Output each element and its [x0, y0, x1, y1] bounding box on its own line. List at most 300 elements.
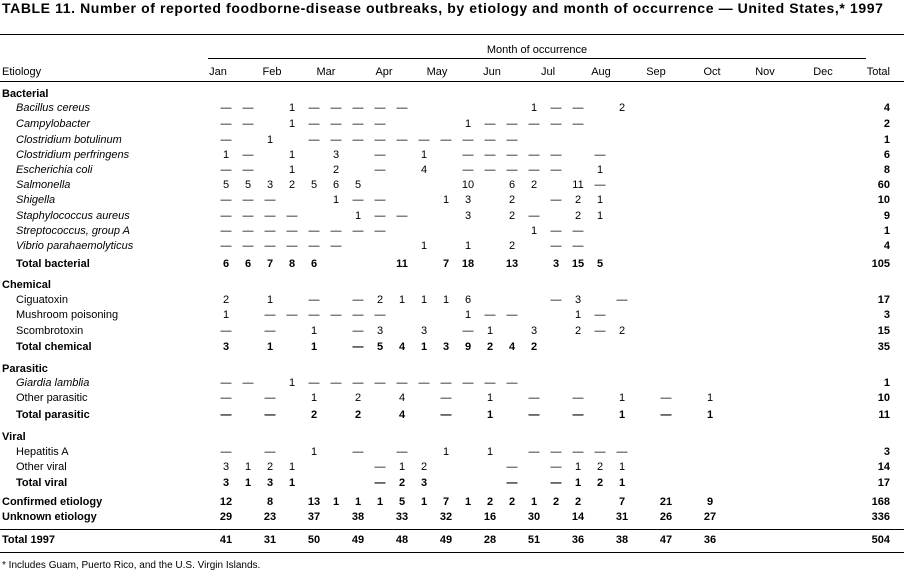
row-label: Staphylococcus aureus: [16, 210, 130, 222]
table-cell: 5: [222, 179, 230, 191]
table-cell: 6: [508, 179, 516, 191]
table-cell: 1: [596, 194, 604, 206]
row-label: Clostridium perfringens: [16, 149, 130, 161]
table-title: TABLE 11. Number of reported foodborne-disease outbreaks, by etiology and month of occurrence — United States,* 1997: [2, 0, 884, 16]
table-cell: —: [242, 240, 254, 252]
table-cell: —: [594, 149, 606, 161]
table-cell: —: [528, 118, 540, 130]
table-cell: 1: [288, 149, 296, 161]
table-cell: —: [330, 102, 342, 114]
row-total: 35: [877, 341, 890, 353]
table-cell: —: [374, 194, 386, 206]
table-cell: —: [352, 325, 364, 337]
table-cell: 2: [530, 179, 538, 191]
table-cell: —: [308, 102, 320, 114]
table-cell: —: [506, 309, 518, 321]
total-header: Total: [866, 66, 890, 78]
table-cell: 1: [266, 134, 274, 146]
table-cell: 1: [222, 309, 230, 321]
table-cell: 4: [420, 164, 428, 176]
table-cell: 1: [354, 496, 362, 508]
table-cell: 3: [464, 194, 472, 206]
table-cell: —: [550, 225, 562, 237]
table-cell: 36: [703, 534, 717, 546]
table-cell: 2: [354, 392, 362, 404]
row-label: Other viral: [16, 461, 67, 473]
table-cell: 1: [530, 225, 538, 237]
table-cell: 1: [376, 496, 384, 508]
table-cell: —: [308, 294, 320, 306]
header-rule: [0, 81, 904, 82]
table-cell: 15: [571, 258, 585, 270]
top-rule: [0, 34, 904, 35]
table-cell: 36: [571, 534, 585, 546]
table-cell: —: [594, 309, 606, 321]
table-cell: 3: [464, 210, 472, 222]
month-header: Apr: [375, 66, 393, 78]
table-cell: 3: [574, 294, 582, 306]
row-total: 10: [877, 194, 890, 206]
table-cell: —: [374, 149, 386, 161]
table-cell: —: [396, 210, 408, 222]
table-cell: —: [484, 377, 496, 389]
section-heading: Parasitic: [2, 363, 48, 375]
row-total: 60: [877, 179, 890, 191]
table-cell: —: [484, 134, 496, 146]
table-cell: 7: [442, 496, 450, 508]
table-cell: —: [440, 409, 452, 421]
table-cell: —: [462, 377, 474, 389]
table-cell: —: [572, 392, 584, 404]
table-cell: —: [242, 102, 254, 114]
table-cell: —: [550, 461, 562, 473]
table-cell: —: [352, 309, 364, 321]
table-cell: 11: [396, 258, 408, 270]
table-cell: 33: [395, 511, 409, 523]
row-total: 4: [883, 240, 890, 252]
table-cell: 3: [266, 477, 274, 489]
row-label: Total 1997: [2, 534, 55, 546]
table-cell: —: [572, 118, 584, 130]
table-cell: —: [506, 149, 518, 161]
table-cell: —: [528, 164, 540, 176]
table-cell: 1: [266, 294, 274, 306]
table-cell: —: [440, 134, 452, 146]
row-label: Shigella: [16, 194, 56, 206]
table-cell: —: [572, 240, 584, 252]
table-cell: 1: [442, 294, 450, 306]
table-cell: 6: [464, 294, 472, 306]
table-cell: —: [440, 392, 452, 404]
table-cell: —: [330, 240, 342, 252]
table-cell: —: [330, 225, 342, 237]
table-cell: 2: [376, 294, 384, 306]
month-header: Jul: [540, 66, 556, 78]
table-cell: 10: [461, 179, 475, 191]
table-cell: 1: [442, 446, 450, 458]
table-cell: —: [572, 102, 584, 114]
row-total: 1: [883, 377, 890, 389]
table-cell: 2: [508, 210, 516, 222]
table-cell: —: [374, 102, 386, 114]
table-cell: —: [220, 164, 232, 176]
table-cell: 1: [596, 210, 604, 222]
table-cell: 8: [288, 258, 296, 270]
table-cell: 47: [659, 534, 673, 546]
table-cell: —: [550, 194, 562, 206]
table-cell: —: [374, 461, 386, 473]
table-cell: 5: [244, 179, 252, 191]
table-cell: —: [550, 240, 562, 252]
row-label: Ciguatoxin: [16, 294, 68, 306]
table-cell: —: [264, 225, 276, 237]
table-cell: 2: [530, 341, 538, 353]
row-total: 4: [883, 102, 890, 114]
table-cell: —: [462, 164, 474, 176]
row-total: 2: [883, 118, 890, 130]
table-cell: 5: [596, 258, 604, 270]
table-cell: —: [506, 377, 518, 389]
table-cell: 1: [486, 392, 494, 404]
table-cell: —: [594, 179, 606, 191]
table-cell: 2: [508, 496, 516, 508]
table-cell: 31: [263, 534, 277, 546]
row-total: 9: [883, 210, 890, 222]
table-cell: —: [506, 164, 518, 176]
table-cell: —: [220, 377, 232, 389]
table-cell: 1: [310, 446, 318, 458]
table-cell: 3: [266, 179, 274, 191]
table-cell: 30: [527, 511, 541, 523]
table-cell: —: [484, 118, 496, 130]
row-label: Mushroom poisoning: [16, 309, 119, 321]
table-cell: —: [396, 446, 408, 458]
row-label: Giardia lamblia: [16, 377, 90, 389]
table-cell: 49: [439, 534, 453, 546]
section-heading: Chemical: [2, 279, 51, 291]
table-cell: 37: [307, 511, 321, 523]
table-cell: —: [330, 309, 342, 321]
table-cell: —: [264, 392, 276, 404]
table-cell: —: [396, 377, 408, 389]
table-cell: 13: [307, 496, 321, 508]
table-cell: —: [484, 149, 496, 161]
month-header: Jun: [483, 66, 501, 78]
table-cell: —: [286, 225, 298, 237]
table-cell: 12: [219, 496, 233, 508]
table-cell: 1: [398, 294, 406, 306]
table-cell: —: [352, 194, 364, 206]
month-header: May: [426, 66, 448, 78]
table-cell: —: [374, 377, 386, 389]
table-cell: 1: [288, 164, 296, 176]
table-cell: 2: [574, 496, 582, 508]
table-cell: 1: [420, 240, 428, 252]
table-cell: 1: [266, 341, 274, 353]
table-cell: —: [352, 118, 364, 130]
table-cell: 2: [332, 164, 340, 176]
row-label: Total viral: [16, 477, 68, 489]
table-cell: —: [286, 240, 298, 252]
row-label: Campylobacter: [16, 118, 90, 130]
row-total: 3: [883, 309, 890, 321]
table-cell: 2: [574, 194, 582, 206]
table-cell: —: [352, 446, 364, 458]
table-cell: —: [330, 377, 342, 389]
table-cell: 23: [263, 511, 277, 523]
table-cell: —: [220, 210, 232, 222]
table-cell: 1: [310, 325, 318, 337]
table-cell: 2: [398, 477, 406, 489]
table-cell: 6: [310, 258, 318, 270]
table-cell: 1: [464, 240, 472, 252]
table-cell: 38: [351, 511, 365, 523]
table-cell: 2: [310, 409, 318, 421]
table-cell: 2: [420, 461, 428, 473]
row-label: Total parasitic: [16, 409, 90, 421]
bottom-rule: [0, 552, 904, 553]
row-total: 6: [883, 149, 890, 161]
table-cell: 3: [420, 325, 428, 337]
table-cell: —: [352, 134, 364, 146]
table-cell: 5: [376, 341, 384, 353]
table-cell: —: [374, 164, 386, 176]
table-cell: —: [220, 392, 232, 404]
etiology-header: Etiology: [2, 66, 42, 78]
footnote: * Includes Guam, Puerto Rico, and the U.S. Virgin Islands.: [2, 560, 261, 571]
table-cell: 1: [486, 325, 494, 337]
table-cell: —: [286, 210, 298, 222]
table-cell: —: [528, 392, 540, 404]
table-cell: 32: [439, 511, 453, 523]
table-cell: —: [418, 377, 430, 389]
table-cell: 3: [442, 341, 450, 353]
table-cell: —: [462, 149, 474, 161]
table-cell: 41: [219, 534, 233, 546]
table-cell: 1: [596, 164, 604, 176]
table-cell: 2: [552, 496, 560, 508]
table-cell: —: [594, 446, 606, 458]
table-cell: 1: [288, 118, 296, 130]
table-cell: 2: [596, 477, 604, 489]
table-cell: —: [220, 194, 232, 206]
table-cell: 3: [376, 325, 384, 337]
table-cell: 1: [310, 392, 318, 404]
table-cell: 1: [574, 309, 582, 321]
table-cell: —: [374, 477, 386, 489]
table-cell: —: [528, 149, 540, 161]
table-cell: —: [242, 210, 254, 222]
table-cell: 2: [222, 294, 230, 306]
table-cell: 5: [398, 496, 406, 508]
table-cell: 1: [420, 496, 428, 508]
table-cell: 5: [310, 179, 318, 191]
row-total: 336: [871, 511, 890, 523]
table-cell: 29: [219, 511, 233, 523]
table-cell: 51: [527, 534, 541, 546]
table-cell: —: [264, 446, 276, 458]
table-cell: 2: [618, 325, 626, 337]
table-cell: —: [220, 225, 232, 237]
row-label: Scombrotoxin: [16, 325, 84, 337]
table-cell: 2: [618, 102, 626, 114]
table-cell: 1: [288, 102, 296, 114]
table-cell: —: [660, 392, 672, 404]
table-cell: —: [484, 164, 496, 176]
table-cell: —: [220, 325, 232, 337]
table-cell: 2: [574, 210, 582, 222]
table-cell: —: [308, 118, 320, 130]
table-cell: 4: [508, 341, 516, 353]
table-cell: 28: [483, 534, 497, 546]
table-cell: 1: [244, 477, 252, 489]
table-cell: —: [550, 118, 562, 130]
table-cell: —: [506, 461, 518, 473]
row-total: 1: [883, 134, 890, 146]
table-cell: —: [220, 134, 232, 146]
table-cell: 1: [398, 461, 406, 473]
row-total: 10: [877, 392, 890, 404]
table-cell: 4: [398, 409, 406, 421]
table-cell: —: [506, 134, 518, 146]
row-label: Salmonella: [16, 179, 71, 191]
row-total: 504: [871, 534, 890, 546]
table-cell: 3: [332, 149, 340, 161]
table-cell: —: [330, 134, 342, 146]
table-cell: 6: [244, 258, 252, 270]
table-cell: —: [374, 225, 386, 237]
table-cell: —: [264, 409, 276, 421]
table-cell: —: [396, 134, 408, 146]
table-cell: 6: [332, 179, 340, 191]
row-label: Vibrio parahaemolyticus: [16, 240, 134, 252]
table-cell: —: [242, 194, 254, 206]
table-cell: 2: [486, 341, 494, 353]
table-cell: 8: [266, 496, 274, 508]
table-cell: —: [550, 149, 562, 161]
row-total: 17: [877, 477, 890, 489]
table-cell: 27: [703, 511, 717, 523]
table-cell: 3: [530, 325, 538, 337]
table-cell: —: [352, 377, 364, 389]
row-total: 11: [878, 409, 890, 421]
table-cell: —: [660, 409, 672, 421]
table-cell: 49: [351, 534, 365, 546]
table-cell: 1: [288, 461, 296, 473]
table-cell: 3: [222, 341, 230, 353]
table-cell: 2: [508, 194, 516, 206]
table-cell: —: [374, 309, 386, 321]
table-cell: 9: [706, 496, 714, 508]
table-cell: —: [242, 164, 254, 176]
table-cell: 7: [442, 258, 450, 270]
table-cell: 1: [706, 392, 714, 404]
table-cell: —: [308, 225, 320, 237]
table-cell: —: [352, 225, 364, 237]
row-label: Clostridium botulinum: [16, 134, 122, 146]
table-cell: 1: [574, 461, 582, 473]
table-cell: —: [572, 225, 584, 237]
table-cell: 1: [464, 118, 472, 130]
table-cell: —: [550, 164, 562, 176]
table-cell: 1: [618, 409, 626, 421]
table-cell: —: [374, 118, 386, 130]
table-cell: —: [550, 294, 562, 306]
table-cell: —: [264, 194, 276, 206]
table-cell: 1: [486, 409, 494, 421]
month-header: Aug: [591, 66, 611, 78]
row-total: 3: [883, 446, 890, 458]
row-label: Unknown etiology: [2, 511, 97, 523]
table-cell: 9: [464, 341, 472, 353]
table-cell: —: [572, 409, 584, 421]
row-label: Escherichia coli: [16, 164, 93, 176]
table-cell: 1: [222, 149, 230, 161]
table-cell: —: [616, 446, 628, 458]
table-cell: —: [220, 446, 232, 458]
row-total: 105: [871, 258, 890, 270]
table-cell: —: [506, 477, 518, 489]
month-header: Sep: [646, 66, 666, 78]
section-heading: Viral: [2, 431, 26, 443]
table-cell: 2: [266, 461, 274, 473]
table-cell: 1: [420, 341, 428, 353]
table-cell: 1: [310, 341, 318, 353]
table-cell: —: [506, 118, 518, 130]
table-cell: 2: [288, 179, 296, 191]
table-cell: 1: [288, 377, 296, 389]
month-group-header: Month of occurrence: [486, 44, 588, 56]
table-cell: 4: [398, 341, 406, 353]
pre-total-rule: [0, 529, 904, 530]
table-cell: 18: [461, 258, 475, 270]
table-cell: —: [308, 134, 320, 146]
table-cell: 1: [618, 392, 626, 404]
month-header: Oct: [703, 66, 721, 78]
row-total: 14: [877, 461, 890, 473]
table-cell: 1: [618, 461, 626, 473]
table-cell: —: [308, 377, 320, 389]
table-cell: —: [374, 134, 386, 146]
table-cell: —: [374, 210, 386, 222]
row-label: Hepatitis A: [16, 446, 69, 458]
table-cell: 16: [483, 511, 497, 523]
table-cell: —: [352, 341, 364, 353]
row-label: Bacillus cereus: [16, 102, 90, 114]
month-header: Jan: [209, 66, 227, 78]
table-cell: —: [550, 477, 562, 489]
table-cell: 11: [572, 179, 584, 191]
table-cell: —: [264, 325, 276, 337]
table-cell: 7: [266, 258, 274, 270]
table-cell: 2: [596, 461, 604, 473]
table-cell: —: [352, 294, 364, 306]
table-cell: 26: [659, 511, 673, 523]
table-cell: —: [264, 309, 276, 321]
table-cell: 1: [420, 294, 428, 306]
table-cell: 1: [354, 210, 362, 222]
month-group-rule: [208, 58, 866, 59]
table-cell: —: [484, 309, 496, 321]
table-cell: —: [550, 102, 562, 114]
table-cell: 1: [332, 496, 340, 508]
table-cell: —: [242, 149, 254, 161]
row-label: Streptococcus, group A: [16, 225, 130, 237]
table-cell: 7: [618, 496, 626, 508]
table-cell: —: [242, 225, 254, 237]
row-total: 17: [877, 294, 890, 306]
table-cell: —: [462, 134, 474, 146]
